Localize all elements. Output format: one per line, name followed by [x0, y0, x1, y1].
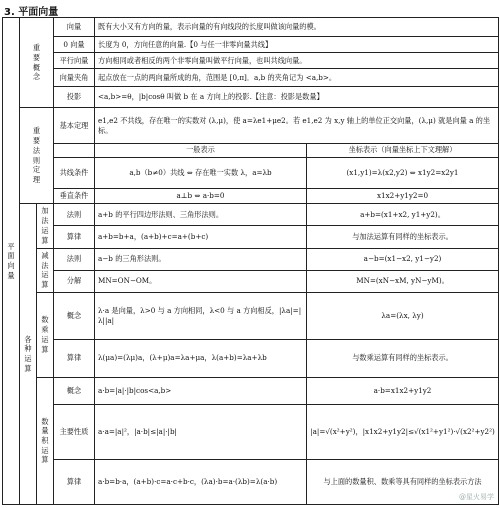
general-cell: a·a=|a|²，|a·b|≤|a|·|b|	[95, 405, 307, 460]
general-cell: a⊥b ⇔ a·b=0	[95, 189, 307, 204]
table-row	[3, 248, 499, 270]
general-cell: a,b（b≠0）共线 ⇔ 存在唯一实数 λ，a=λb	[95, 157, 307, 189]
coord-cell: (x1,y1)=λ(x2,y2) ⇔ x1y2=x2y1	[307, 157, 499, 189]
table-row	[3, 270, 499, 292]
rule-desc: e1,e2 不共线，存在唯一的实数对 (λ,μ)，使 a=λe1+μe2。若 e1,e2 为 x,y 轴上的单位正交向量，(λ,μ) 就是向量 a 的坐标。	[95, 108, 499, 144]
op-name: 法则	[54, 248, 95, 270]
table-row	[3, 86, 499, 107]
op-name: 算律	[54, 339, 95, 377]
table-row	[3, 18, 499, 37]
op-name: 算律	[54, 460, 95, 505]
concept-desc: <a,b>=θ，|b|cosθ 叫做 b 在 a 方向上的投影.【注意：投影是数量】	[95, 86, 499, 107]
table-row	[3, 292, 499, 339]
table-row	[3, 157, 499, 189]
general-cell: a+b 的平行四边形法则、三角形法则。	[95, 204, 307, 226]
vector-table	[2, 17, 499, 505]
table-row	[3, 37, 499, 53]
main-topic-cell: 平面向量	[3, 18, 20, 505]
table-row	[3, 226, 499, 248]
add-label: 加法运算	[37, 204, 54, 248]
concepts-label: 重要概念	[20, 18, 54, 108]
general-cell: a·b=|a|·|b|cos<a,b>	[95, 377, 307, 405]
general-cell: a−b 的三角形法则。	[95, 248, 307, 270]
coord-cell: x1x2+y1y2=0	[307, 189, 499, 204]
concept-name: 向量	[54, 18, 95, 37]
general-cell: a+b=b+a，(a+b)+c=a+(b+c)	[95, 226, 307, 248]
coord-cell: 与数乘运算有同样的坐标表示。	[307, 339, 499, 377]
op-name: 概念	[54, 292, 95, 339]
table-row	[3, 144, 499, 157]
coord-cell: 与加法运算有同样的坐标表示。	[307, 226, 499, 248]
concept-desc: 起点放在一点的两向量所成的角，范围是 [0,π]．a,b 的夹角记为 <a,b>。	[95, 68, 499, 86]
concept-desc: 长度为 0，方向任意的向量.【0 与任一非零向量共线】	[95, 37, 499, 53]
dot-label: 数量积运算	[37, 377, 54, 504]
header-general: 一般表示	[95, 144, 307, 157]
op-name: 法则	[54, 204, 95, 226]
coord-cell: a+b=(x1+x2, y1+y2)。	[307, 204, 499, 226]
concept-name: 向量夹角	[54, 68, 95, 86]
concept-name: 0 向量	[54, 37, 95, 53]
concept-desc: 既有大小又有方向的量，表示向量的有向线段的长度叫做该向量的模。	[95, 18, 499, 37]
general-cell: a·b=b·a，(a+b)·c=a·c+b·c，(λa)·b=a·(λb)=λ(a·b)	[95, 460, 307, 505]
table-row	[3, 204, 499, 226]
table-row	[3, 460, 499, 505]
sub-label: 减法运算	[37, 248, 54, 292]
op-name: 概念	[54, 377, 95, 405]
table-row	[3, 189, 499, 204]
coord-cell: |a|=√(x²+y²)，|x1x2+y1y2|≤√(x1²+y1²)·√(x2²+y2²)	[307, 405, 499, 460]
table-row	[3, 108, 499, 144]
rule-name: 垂直条件	[54, 189, 95, 204]
table-row	[3, 405, 499, 460]
op-name: 分解	[54, 270, 95, 292]
rules-label: 重要法则定理	[20, 108, 54, 204]
op-name: 主要性质	[54, 405, 95, 460]
table-row	[3, 377, 499, 405]
coord-cell: a·b=x1x2+y1y2	[307, 377, 499, 405]
ops-label: 各种运算	[20, 204, 37, 505]
table-row	[3, 68, 499, 86]
general-cell: MN=ON−OM。	[95, 270, 307, 292]
scalar-label: 数乘运算	[37, 292, 54, 377]
rule-name: 基本定理	[54, 108, 95, 144]
coord-cell: λa=(λx, λy)	[307, 292, 499, 339]
header-coord: 坐标表示（向量坐标上下文理解）	[307, 144, 499, 157]
watermark: @星火易学	[459, 493, 494, 501]
general-cell: λ(μa)=(λμ)a，(λ+μ)a=λa+μa，λ(a+b)=λa+λb	[95, 339, 307, 377]
table-row	[3, 339, 499, 377]
concept-name: 投影	[54, 86, 95, 107]
op-name: 算律	[54, 226, 95, 248]
concept-desc: 方向相同或者相反的两个非零向量叫做平行向量，也叫共线向量。	[95, 52, 499, 68]
coord-cell: a−b=(x1−x2, y1−y2)	[307, 248, 499, 270]
general-cell: λ·a 是向量，λ>0 与 a 方向相同，λ<0 与 a 方向相反，|λa|=|λ||a|	[95, 292, 307, 339]
page-title: 3. 平面向量	[4, 7, 59, 18]
table-row	[3, 52, 499, 68]
concept-name: 平行向量	[54, 52, 95, 68]
rule-name: 共线条件	[54, 157, 95, 189]
coord-cell: 与上面的数量积、数乘等具有同样的坐标表示方法	[307, 460, 499, 505]
coord-cell: MN=(xN−xM, yN−yM)。	[307, 270, 499, 292]
